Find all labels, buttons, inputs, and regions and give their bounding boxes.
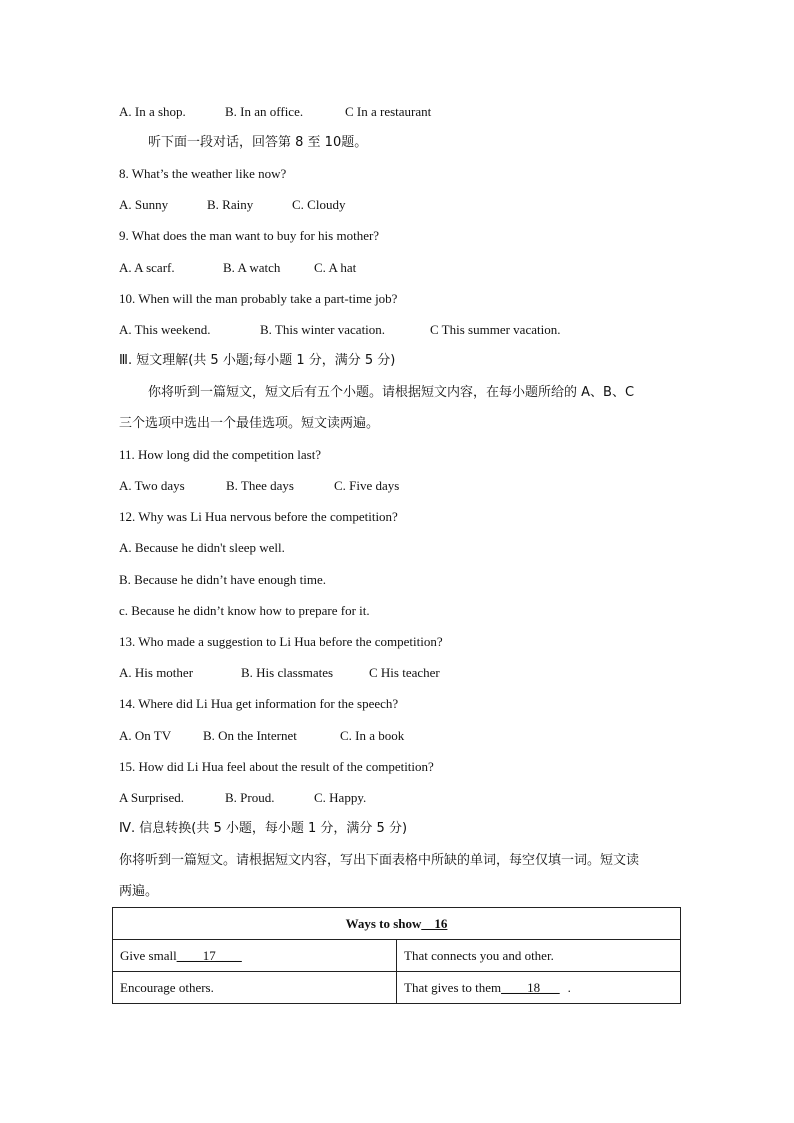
q12-option-b: B. Because he didn’t have enough time. — [119, 572, 326, 587]
q9-question: 9. What does the man want to buy for his mother? — [119, 228, 380, 243]
q12-option-a: A. Because he didn't sleep well. — [119, 540, 285, 555]
table-title — [113, 908, 681, 940]
q12-question: 12. Why was Li Hua nervous before the competition? — [119, 509, 398, 524]
table-header-row — [113, 908, 681, 940]
section3-instruction-line2: 三个选项中选出一个最佳选项。短文读两遍。 — [119, 416, 380, 431]
blank-16: __16 — [421, 915, 448, 931]
q9-option-a: A. A scarf. — [119, 260, 175, 275]
q14-option-c: C. In a book — [340, 728, 405, 743]
info-table — [112, 907, 681, 1004]
section4-instruction-line1: 你将听到一篇短文。请根据短文内容，写出下面表格中所缺的单词，每空仅填一词。短文读 — [119, 853, 640, 868]
q8-question: 8. What’s the weather like now? — [119, 166, 287, 181]
q15-option-a: A Surprised. — [119, 790, 184, 805]
q9-option-b: B. A watch — [223, 260, 281, 275]
q7-option-a: A. In a shop. — [119, 104, 186, 119]
q15-question: 15. How did Li Hua feel about the result of the competition? — [119, 759, 434, 774]
q15-option-b: B. Proud. — [225, 790, 275, 805]
section2b-instruction: 听下面一段对话，回答第 8 至 10题。 — [148, 135, 368, 150]
cell-suffix: . — [567, 979, 571, 995]
section3-instruction-line1: 你将听到一篇短文，短文后有五个小题。请根据短文内容，在每小题所给的 A、B、C — [148, 385, 635, 400]
q15-option-c: C. Happy. — [314, 790, 367, 805]
q7-option-b: B. In an office. — [225, 104, 304, 119]
table-title-text: Ways to show — [345, 915, 422, 931]
q14-option-a: A. On TV — [119, 728, 172, 743]
q10-option-a: A. This weekend. — [119, 322, 211, 337]
table-cell-connects: That connects you and other. — [397, 940, 681, 972]
q10-question: 10. When will the man probably take a part-time job? — [119, 291, 398, 306]
q11-option-b: B. Thee days — [226, 478, 294, 493]
q9-option-c: C. A hat — [314, 260, 357, 275]
q14-option-b: B. On the Internet — [203, 728, 297, 743]
q14-question: 14. Where did Li Hua get information for the speech? — [119, 696, 399, 711]
q13-question: 13. Who made a suggestion to Li Hua before the competition? — [119, 634, 443, 649]
blank-18: ____18___ — [501, 979, 560, 995]
table-cell-encourage: Encourage others. — [113, 972, 397, 1004]
table-cell-give-small — [113, 940, 397, 972]
cell-text: That gives to them — [404, 979, 502, 995]
q13-option-b: B. His classmates — [241, 665, 334, 680]
q10-option-c: C This summer vacation. — [430, 322, 561, 337]
q12-option-c: c. Because he didn’t know how to prepare for it. — [119, 603, 370, 618]
cell-text: Give small — [120, 947, 177, 963]
q8-option-c: C. Cloudy — [292, 197, 346, 212]
table-cell-gives — [397, 972, 681, 1004]
q11-question: 11. How long did the competition last? — [119, 447, 322, 462]
section3-heading: Ⅲ. 短文理解(共 5 小题;每小题 1 分，满分 5 分) — [119, 353, 396, 368]
q11-option-a: A. Two days — [119, 478, 185, 493]
q8-option-a: A. Sunny — [119, 197, 169, 212]
q11-option-c: C. Five days — [334, 478, 400, 493]
table-row — [113, 940, 681, 972]
q10-option-b: B. This winter vacation. — [260, 322, 386, 337]
table-row — [113, 972, 681, 1004]
q8-option-b: B. Rainy — [207, 197, 254, 212]
q7-option-c: C In a restaurant — [345, 104, 432, 119]
q13-option-c: C His teacher — [369, 665, 440, 680]
section4-heading: Ⅳ. 信息转换(共 5 小题，每小题 1 分，满分 5 分) — [119, 821, 408, 836]
q13-option-a: A. His mother — [119, 665, 194, 680]
section4-instruction-line2: 两遍。 — [119, 884, 159, 899]
blank-17: ____17____ — [176, 947, 242, 963]
